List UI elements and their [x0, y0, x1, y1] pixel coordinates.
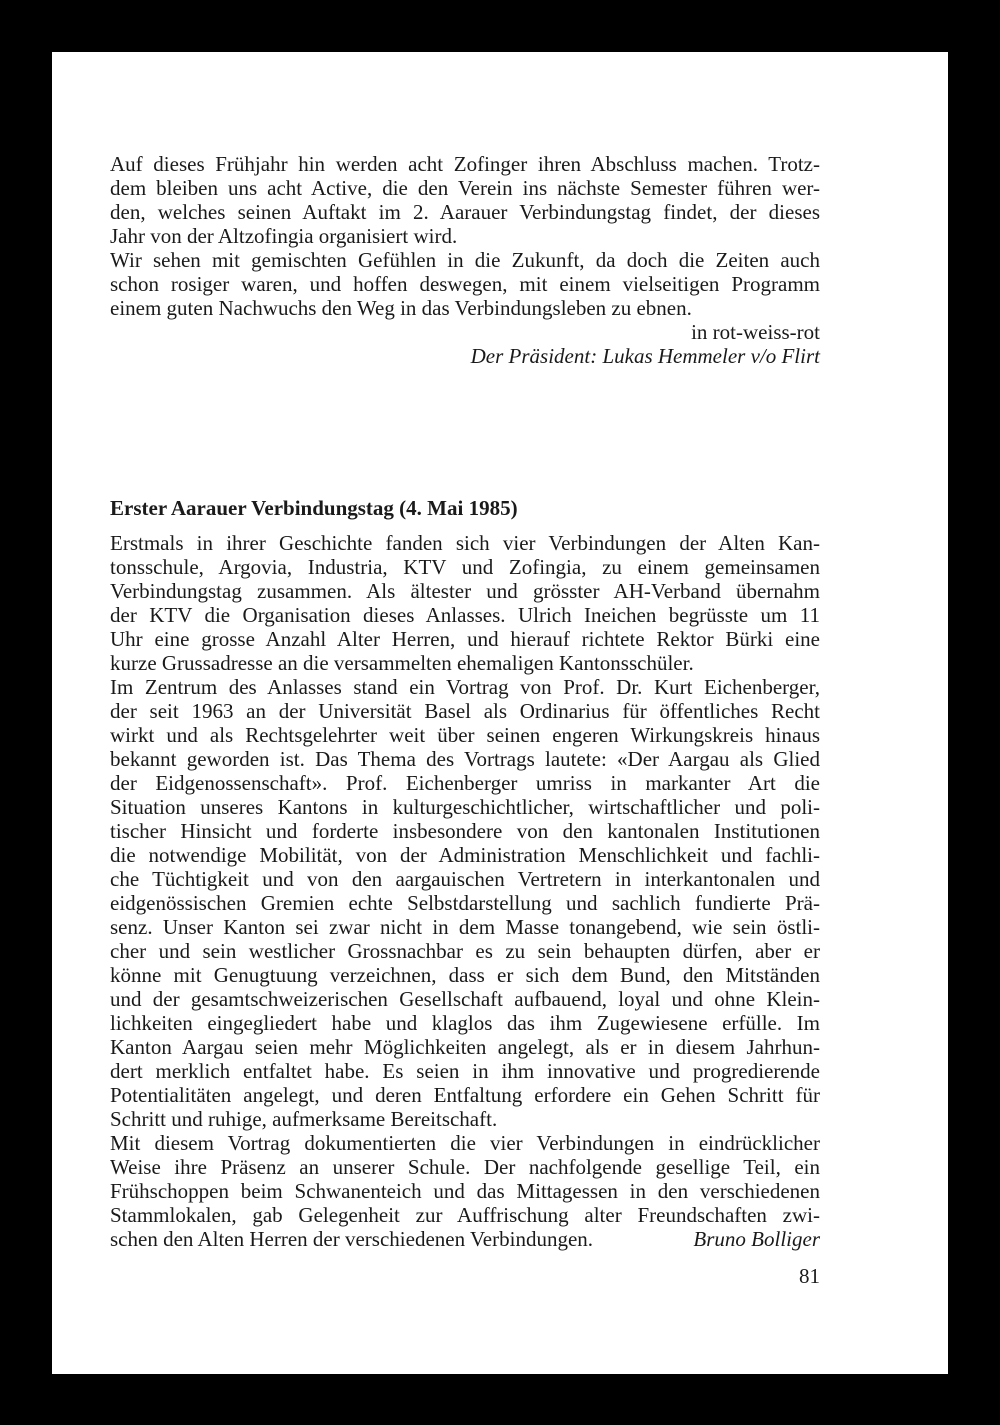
body-line: tischer Hinsicht und forderte insbesondere von den kantonalen Institutionen	[110, 819, 820, 843]
body-line: Kanton Aargau seien mehr Möglichkeiten angelegt, als er in diesem Jahrhun-	[110, 1035, 820, 1059]
body-line: den, welches seinen Auftakt im 2. Aarauer Verbindungstag findet, der dieses	[110, 200, 820, 224]
body-line: wirkt und als Rechtsgelehrter weit über seinen engeren Wirkungskreis hinaus	[110, 723, 820, 747]
body-line: tonsschule, Argovia, Industria, KTV und Zofingia, zu einem gemeinsamen	[110, 555, 820, 579]
body-line: Frühschoppen beim Schwanenteich und das Mittagessen in den verschiedenen	[110, 1179, 820, 1203]
author-signature: Bruno Bolliger	[693, 1227, 820, 1251]
body-line: schon rosiger waren, und hoffen deswegen, mit einem vielseitigen Programm	[110, 272, 820, 296]
document-page	[52, 52, 948, 1374]
body-line: der Eidgenossenschaft». Prof. Eichenberger umriss in markanter Art die	[110, 771, 820, 795]
body-line: schen den Alten Herren der verschiedenen Verbindungen.	[110, 1227, 594, 1251]
body-line: Uhr eine grosse Anzahl Alter Herren, und hierauf richtete Rektor Bürki eine	[110, 627, 820, 651]
body-line: Wir sehen mit gemischten Gefühlen in die Zukunft, da doch die Zeiten auch	[110, 248, 820, 272]
body-line: dem bleiben uns acht Active, die den Verein ins nächste Semester führen wer-	[110, 176, 820, 200]
body-line: Potentialitäten angelegt, und deren Entfaltung erfordere ein Gehen Schritt für	[110, 1083, 820, 1107]
body-line: Situation unseres Kantons in kulturgeschichtlicher, wirtschaftlicher und poli-	[110, 795, 820, 819]
body-line: der seit 1963 an der Universität Basel als Ordinarius für öffentliches Recht	[110, 699, 820, 723]
page-number: 81	[799, 1264, 820, 1288]
closing-line: in rot-weiss-rot	[691, 320, 820, 344]
body-line: bekannt geworden ist. Das Thema des Vortrags lautete: «Der Aargau als Glied	[110, 747, 820, 771]
section-heading: Erster Aarauer Verbindungstag (4. Mai 1985)	[110, 496, 518, 520]
body-line: könne mit Genugtuung verzeichnen, dass er sich dem Bund, den Mitständen	[110, 963, 820, 987]
body-line: dert merklich entfaltet habe. Es seien in ihm innovative und progredierende	[110, 1059, 820, 1083]
section-2-body	[110, 531, 820, 1251]
body-line: Jahr von der Altzofingia organisiert wird.	[110, 224, 458, 248]
body-line: Schritt und ruhige, aufmerksame Bereitschaft.	[110, 1107, 498, 1131]
body-line: die notwendige Mobilität, von der Administration Menschlichkeit und fachli-	[110, 843, 820, 867]
section-1-body	[110, 152, 820, 368]
final-line-row	[110, 1227, 820, 1251]
body-line: Erstmals in ihrer Geschichte fanden sich vier Verbindungen der Alten Kan-	[110, 531, 820, 555]
body-line: cher und sein westlicher Grossnachbar es zu sein behaupten dürfen, aber er	[110, 939, 820, 963]
body-line: einem guten Nachwuchs den Weg in das Verbindungsleben zu ebnen.	[110, 296, 692, 320]
body-line: lichkeiten eingegliedert habe und klaglos das ihm Zugewiesene erfülle. Im	[110, 1011, 820, 1035]
body-line: Verbindungstag zusammen. Als ältester und grösster AH-Verband übernahm	[110, 579, 820, 603]
body-line: kurze Grussadresse an die versammelten ehemaligen Kantonsschüler.	[110, 651, 694, 675]
body-line: und der gesamtschweizerischen Gesellschaft aufbauend, loyal und ohne Klein-	[110, 987, 820, 1011]
body-line: eidgenössischen Gremien echte Selbstdarstellung und sachlich fundierte Prä-	[110, 891, 820, 915]
body-line: Stammlokalen, gab Gelegenheit zur Auffrischung alter Freundschaften zwi-	[110, 1203, 820, 1227]
body-line: che Tüchtigkeit und von den aargauischen Vertretern in interkantonalen und	[110, 867, 820, 891]
body-line: Mit diesem Vortrag dokumentierten die vier Verbindungen in eindrücklicher	[110, 1131, 820, 1155]
body-line: senz. Unser Kanton sei zwar nicht in dem Masse tonangebend, wie sein östli-	[110, 915, 820, 939]
president-signature: Der Präsident: Lukas Hemmeler v/o Flirt	[470, 344, 820, 368]
body-line: der KTV die Organisation dieses Anlasses. Ulrich Ineichen begrüsste um 11	[110, 603, 820, 627]
body-line: Auf dieses Frühjahr hin werden acht Zofinger ihren Abschluss machen. Trotz-	[110, 152, 820, 176]
body-line: Weise ihre Präsenz an unserer Schule. Der nachfolgende gesellige Teil, ein	[110, 1155, 820, 1179]
body-line: Im Zentrum des Anlasses stand ein Vortrag von Prof. Dr. Kurt Eichenberger,	[110, 675, 820, 699]
